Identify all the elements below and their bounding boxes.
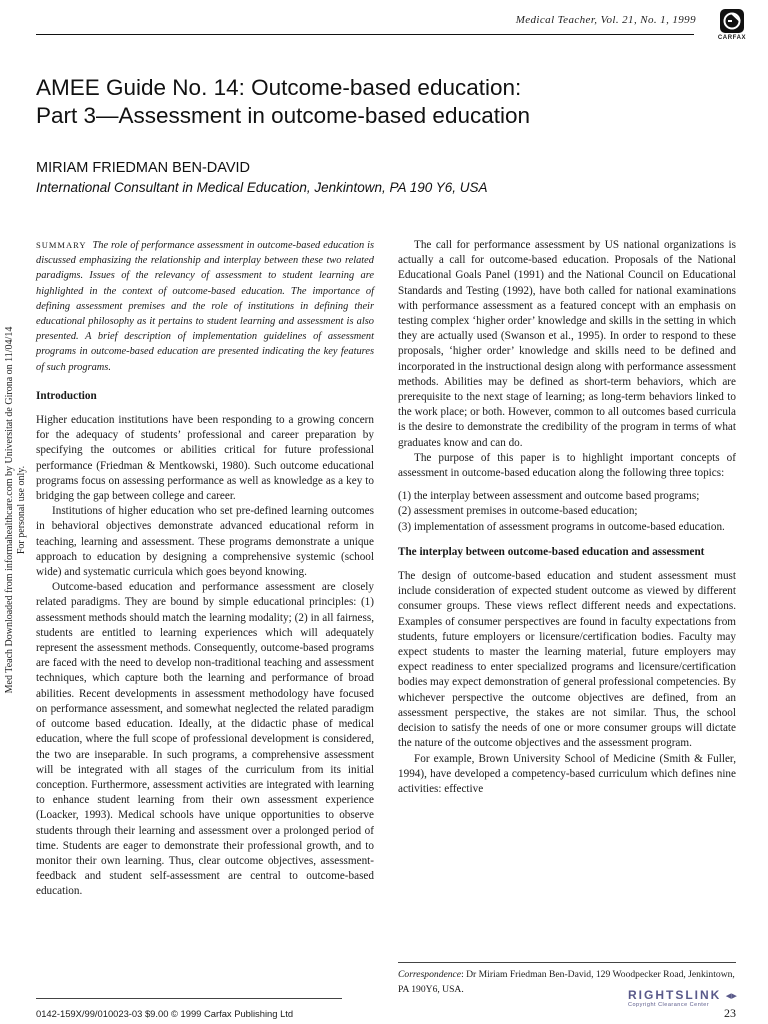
topic-list [398,489,736,535]
rightslink-arrow-icon: ◂▸ [725,990,737,1002]
right-paragraph-1: The call for performance assessment by US national organizations is actually a call for outcome-based education. Proposals of the National Educational Goals Panel (1991) and the National Council on Educational Standards and Testing (1992), have both called for national examinations with performance assessment as a featured concept with an emphasis on testing complex ‘higher order’ knowledge and skills in the setting in which they are actually used (Swanson et al., 1995). In order to respond to these proposals, ‘higher order’ knowledge and skills need to be defined and incorporated in the instructional design along with performance assessment methods. Abilities may be defined as short-term behaviors, which are prerequisite to the next stage of learning; as long-term behaviors linked to the work place; or both. However, common to all outcomes based curricula is the desire to demonstrate the credibility of the program in terms of what graduates know and can do. [398,239,736,449]
list-item: (1) the interplay between assessment and outcome based programs; [398,490,700,503]
interplay-paragraph-1: The design of outcome-based education and student assessment must include consideration of expected student outcome as viewed by different consumer groups. These views reflect different needs and expectations. Examples of consumer perspectives are found in faculty expectations from students, future employers or licensure/certification bodies. Faculty may expect students to master the learning material, future employers may expect readiness to enter specialized programs and licensure/certification bodies may expect demonstration of general professional competencies. By whichever perspective the outcome objectives are defined, from an assessment perspective, the stakes are not similar. Thus, the school decision to satisfy the needs of one or more consumer groups will dictate the nature of the outcome objectives and the assessment program. [398,570,736,750]
summary-label: SUMMARY [36,240,87,250]
rightslink-badge[interactable] [628,986,748,1008]
correspondence-label: Correspondence [398,969,462,980]
carfax-label: CARFAX [717,35,747,41]
intro-paragraph-1: Higher education institutions have been responding to a growing concern for the adequacy of students’ professional and career preparation by specifying the outcomes or abilities critical for future professional performance (Friedman & Mentkowski, 1980). Such outcome educational programs focus on assessing performance as well as knowledge as a key to bridging the gap between college and career. [36,414,374,503]
list-item: (2) assessment premises in outcome-based education; [398,505,638,518]
left-column [36,238,374,900]
summary [36,238,374,375]
author-affiliation: International Consultant in Medical Education, Jenkintown, PA 190 Y6, USA [36,180,488,195]
intro-paragraph-2: Institutions of higher education who set pre-defined learning outcomes in behavioral objectives demonstrate advanced educational reform in teaching, learning and assessment. These programs demonstrate a unique approach to education by designing a comprehensive systemic (school wide) and systematic curricula which goes beyond knowing. [36,505,374,579]
correspondence-text: : Dr Miriam Friedman Ben-David, 129 Woodpecker Road, Jenkintown, PA 190Y6, USA. [398,969,735,995]
interplay-heading: The interplay between outcome-based education and assessment [398,545,705,558]
title-line-1: AMEE Guide No. 14: Outcome-based education: [36,75,522,100]
title-line-2: Part 3—Assessment in outcome-based education [36,103,531,128]
download-notice [4,300,34,720]
download-notice-line-2: For personal use only. [16,465,27,555]
intro-paragraph-3: Outcome-based education and performance assessment are closely related paradigms. They are bound by simple educational principles: (1) assessment methods should match the learning modality; (2) in all fairness, students are entitled to learning experiences which will adequately represent the assessment methods. Consequently, outcome-based programs are faced with the need to develop non-traditional teaching and assessment techniques, which capture both the learning and performance of broad abilities. Recent developments in assessment methodology have focused on performance assessment, and somewhat neglected the related paradigm of outcome based education. Ideally, at the didactic phase of medical education, where the full scope of professional development is considered, the two are inseparable. In such programs, a comprehensive assessment will be integrated with all stages of the curriculum from its initial conception. Furthermore, assessment activities are integrated with learning to enhance student learning from their own assessment experience (Loacker, 1993). Medical schools have unique opportunities to observe students through their learning and assessment over a prolonged period of time. Students are eager to demonstrate their professional growth, and to monitor their own learning. Thus, clear outcome objectives, assessment-feedback and student self-assessment are central to outcome-based education. [36,581,374,898]
copyright-line: 0142-159X/99/010023-03 $9.00 © 1999 Carfax Publishing Ltd [36,1008,294,1019]
footer-rule [36,998,342,999]
right-column [398,238,736,797]
carfax-logo-icon [719,8,745,34]
running-head: Medical Teacher, Vol. 21, No. 1, 1999 [515,14,696,26]
author-name: MIRIAM FRIEDMAN BEN-DAVID [36,160,251,176]
header-rule [36,34,694,35]
right-paragraph-2: The purpose of this paper is to highlight important concepts of assessment in outcome-based education along the following three topics: [398,451,736,480]
download-notice-line-1: Med Teach Downloaded from informahealthcare.com by Universitat de Girona on 11/04/14 [4,326,15,694]
publisher-logo [712,8,752,48]
page-number: 23 [724,1006,736,1020]
rightslink-subtitle: Copyright Clearance Center [628,1002,710,1008]
interplay-paragraph-2: For example, Brown University School of Medicine (Smith & Fuller, 1994), have developed a competency-based curriculum which defines nine activities: effective [398,752,736,795]
rightslink-label: RIGHTSLINK [628,988,722,1002]
intro-heading: Introduction [36,389,97,402]
article-title [36,74,736,130]
summary-text: The role of performance assessment in outcome-based education is discussed emphasizing the relationship and interplay between these two related paradigms. Issues of the relevancy of assessment to student learning are highlighted in the context of outcome-based education. The importance of defining assessment premises and the role of institutions in defining their educational philosophy as it pertains to student learning and assessment is also presented. A brief description of implementation guidelines of assessment programs in outcome-based education are presented indicating the key features of such programs. [36,240,374,373]
list-item: (3) implementation of assessment programs in outcome-based education. [398,520,725,533]
